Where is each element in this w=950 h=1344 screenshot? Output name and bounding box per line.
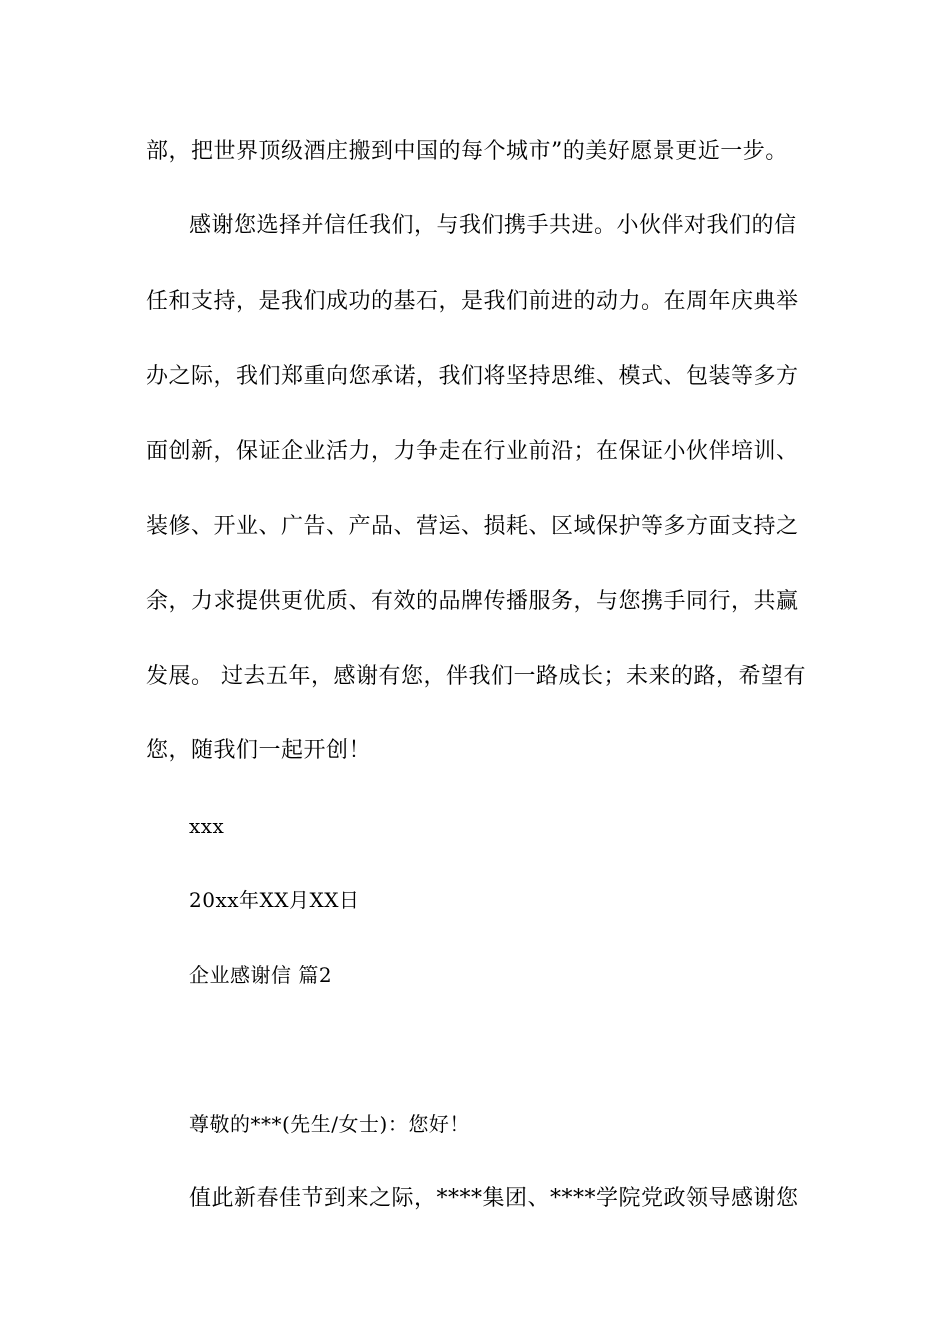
paragraph-line: 部，把世界顶级酒庄搬到中国的每个城市”的美好愿景更近一步。 xyxy=(146,139,788,164)
paragraph-line: 任和支持，是我们成功的基石，是我们前进的动力。在周年庆典举 xyxy=(146,289,799,314)
paragraph-line: 面创新，保证企业活力，力争走在行业前沿；在保证小伙伴培训、 xyxy=(146,439,799,464)
greeting: 尊敬的***(先生/女士)：您好！ xyxy=(189,1112,470,1136)
paragraph-line: 装修、开业、广告、产品、营运、损耗、区域保护等多方面支持之 xyxy=(146,514,799,539)
paragraph-line: 感谢您选择并信任我们，与我们携手共进。小伙伴对我们的信 xyxy=(189,213,797,238)
date: 20xx年XX月XX日 xyxy=(189,888,360,912)
paragraph-line: 您，随我们一起开创！ xyxy=(146,738,372,763)
paragraph-line: 发展。 过去五年，感谢有您，伴我们一路成长；未来的路，希望有 xyxy=(146,664,806,689)
paragraph-line: 余，力求提供更优质、有效的品牌传播服务，与您携手同行，共赢 xyxy=(146,589,799,614)
paragraph-line: 办之际，我们郑重向您承诺，我们将坚持思维、模式、包装等多方 xyxy=(146,364,799,389)
signature: xxx xyxy=(189,814,225,838)
paragraph-line: 值此新春佳节到来之际，****集团、****学院党政领导感谢您 xyxy=(189,1186,799,1211)
section-title: 企业感谢信 篇2 xyxy=(189,963,333,987)
